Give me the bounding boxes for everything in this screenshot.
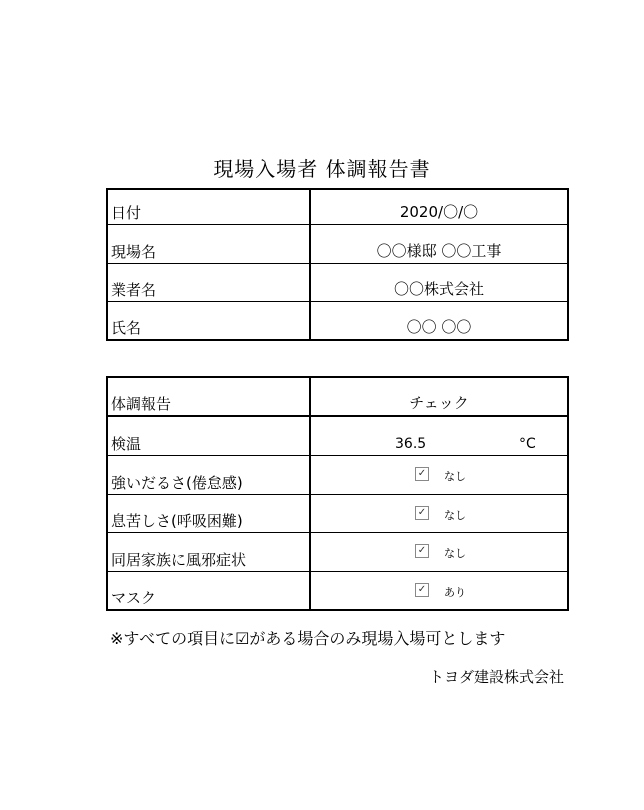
health-header-label: 体調報告 bbox=[111, 395, 172, 413]
temperature-unit: °C bbox=[519, 436, 536, 452]
health-header-row bbox=[108, 378, 567, 417]
name-value: 〇〇 〇〇 bbox=[406, 318, 472, 336]
family-status: なし bbox=[444, 547, 466, 560]
fatigue-label: 強いだるさ(倦怠感) bbox=[111, 474, 243, 492]
fatigue-status: なし bbox=[444, 470, 466, 483]
info-row-site bbox=[108, 224, 567, 263]
temperature-row bbox=[108, 417, 567, 455]
temperature-label: 検温 bbox=[111, 435, 142, 453]
health-item-family bbox=[108, 532, 567, 571]
company-name: トヨダ建設株式会社 bbox=[428, 668, 564, 686]
family-checkbox[interactable]: ✓ bbox=[415, 544, 429, 558]
info-row-date bbox=[108, 190, 567, 224]
health-item-fatigue bbox=[108, 455, 567, 494]
name-label: 氏名 bbox=[111, 319, 142, 337]
breathing-label: 息苦しさ(呼吸困難) bbox=[111, 512, 243, 530]
site-label: 現場名 bbox=[111, 243, 157, 261]
info-row-name bbox=[108, 301, 567, 339]
mask-status: あり bbox=[444, 586, 466, 599]
page-title: 現場入場者 体調報告書 bbox=[213, 157, 431, 181]
health-item-mask bbox=[108, 571, 567, 609]
family-label: 同居家族に風邪症状 bbox=[111, 551, 247, 569]
vendor-value: 〇〇株式会社 bbox=[393, 280, 484, 298]
breathing-status: なし bbox=[444, 509, 466, 522]
temperature-value: 36.5 bbox=[395, 436, 427, 452]
info-row-vendor bbox=[108, 263, 567, 301]
vendor-label: 業者名 bbox=[111, 281, 157, 299]
health-item-breathing bbox=[108, 494, 567, 532]
date-label: 日付 bbox=[111, 204, 142, 222]
breathing-checkbox[interactable]: ✓ bbox=[415, 506, 429, 520]
site-value: 〇〇様邸 〇〇工事 bbox=[376, 242, 502, 260]
health-table bbox=[106, 376, 569, 611]
fatigue-checkbox[interactable]: ✓ bbox=[415, 467, 429, 481]
mask-label: マスク bbox=[111, 589, 157, 607]
date-value: 2020/〇/〇 bbox=[399, 203, 479, 221]
info-table bbox=[106, 188, 569, 341]
mask-checkbox[interactable]: ✓ bbox=[415, 583, 429, 597]
health-header-check: チェック bbox=[409, 394, 469, 412]
entry-note: ※すべての項目に☑がある場合のみ現場入場可とします bbox=[110, 629, 506, 648]
